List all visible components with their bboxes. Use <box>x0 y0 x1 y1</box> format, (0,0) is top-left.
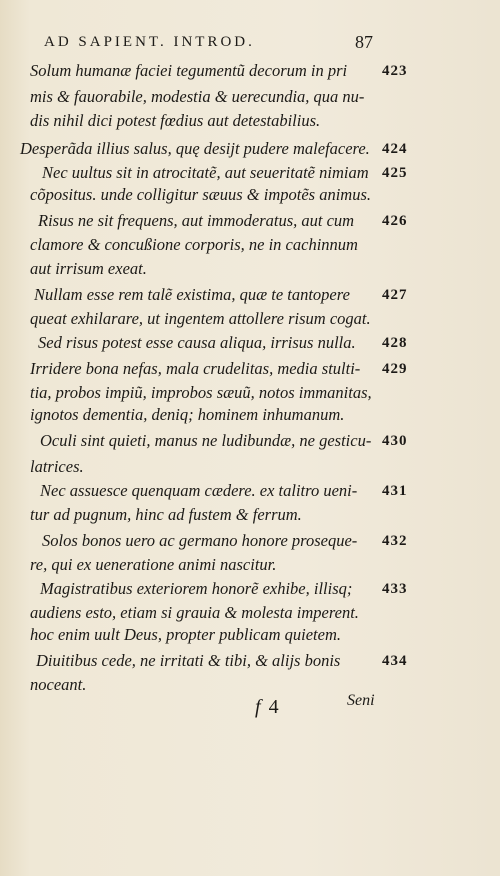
text-line <box>0 624 500 646</box>
sentence-number: 423 <box>382 63 408 79</box>
text-line <box>0 430 500 452</box>
line-text: dis nihil dici potest fœdius aut detestabilius. <box>30 111 321 130</box>
line-text: tia, probos impiũ, improbos sæuũ, notos immanitas, <box>30 383 372 402</box>
text-line <box>0 138 500 160</box>
sentence-number: 434 <box>382 653 408 669</box>
text-line <box>0 554 500 576</box>
text-line <box>0 162 500 184</box>
line-text: aut irrisum exeat. <box>30 259 147 278</box>
line-text: Irridere bona nefas, mala crudelitas, media stulti- <box>30 359 361 378</box>
sentence-number: 433 <box>382 581 408 597</box>
text-line <box>0 578 500 600</box>
line-text: Solos bonos uero ac germano honore proseque- <box>42 531 358 550</box>
text-line <box>0 284 500 306</box>
text-line <box>0 404 500 426</box>
text-line <box>0 602 500 624</box>
text-line <box>0 210 500 232</box>
line-text: re, qui ex ueneratione animi nascitur. <box>30 555 277 574</box>
text-line <box>0 480 500 502</box>
line-text: latrices. <box>30 457 84 476</box>
signature-number: 4 <box>268 696 279 718</box>
sentence-number: 425 <box>382 165 408 181</box>
line-text: noceant. <box>30 675 87 694</box>
line-text: Risus ne sit frequens, aut immoderatus, aut cum <box>38 211 355 230</box>
sentence-number: 426 <box>382 213 408 229</box>
line-text: Magistratibus exteriorem honorẽ exhibe, illisq; <box>40 579 353 598</box>
catchword: Seni <box>347 692 375 709</box>
sentence-number: 431 <box>382 483 408 499</box>
text-line <box>0 674 500 696</box>
line-text: Oculi sint quieti, manus ne ludibundæ, ne gesticu- <box>40 431 372 450</box>
sentence-number: 428 <box>382 335 408 351</box>
sentence-number: 432 <box>382 533 408 549</box>
sentence-number: 430 <box>382 433 408 449</box>
printer-signature <box>255 696 279 719</box>
text-line <box>0 184 500 206</box>
line-text: ignotos dementia, deniq; hominem inhumanum. <box>30 405 345 424</box>
text-line <box>0 650 500 672</box>
line-text: hoc enim uult Deus, propter publicam quietem. <box>30 625 342 644</box>
line-text: cõpositus. unde colligitur sæuus & impotẽs animus. <box>30 185 372 204</box>
text-line <box>0 530 500 552</box>
text-line <box>0 258 500 280</box>
line-text: Sed risus potest esse causa aliqua, irrisus nulla. <box>38 333 356 352</box>
line-text: audiens esto, etiam si grauia & molesta imperent. <box>30 603 359 622</box>
line-text: clamore & concußione corporis, ne in cachinnum <box>30 235 358 254</box>
text-line <box>0 110 500 132</box>
line-text: mis & fauorabile, modestia & uerecundia, qua nu- <box>30 87 365 106</box>
sentence-number: 429 <box>382 361 408 377</box>
line-text: Desperãda illius salus, quę desijt pudere malefacere. <box>20 139 370 158</box>
line-text: Diuitibus cede, ne irritati & tibi, & alijs bonis <box>36 651 341 670</box>
text-line <box>0 456 500 478</box>
line-text: Nec uultus sit in atrocitatẽ, aut seueritatẽ nimiam <box>42 163 369 182</box>
text-line <box>0 60 500 82</box>
text-line <box>0 382 500 404</box>
text-line <box>0 504 500 526</box>
sentence-number: 424 <box>382 141 408 157</box>
text-line <box>0 308 500 330</box>
running-title: AD SAPIENT. INTROD. <box>44 34 255 50</box>
text-line <box>0 234 500 256</box>
line-text: tur ad pugnum, hinc ad fustem & ferrum. <box>30 505 302 524</box>
page-number: 87 <box>355 32 373 52</box>
line-text: queat exhilarare, ut ingentem attollere risum cogat. <box>30 309 371 328</box>
sentence-number: 427 <box>382 287 408 303</box>
text-line <box>0 358 500 380</box>
line-text: Solum humanæ faciei tegumentũ decorum in pri <box>30 61 348 80</box>
text-line <box>0 86 500 108</box>
text-line <box>0 332 500 354</box>
signature-letter: f <box>255 696 261 718</box>
line-text: Nec assuesce quenquam cædere. ex talitro ueni- <box>40 481 358 500</box>
line-text: Nullam esse rem talẽ existima, quæ te tantopere <box>34 285 350 304</box>
